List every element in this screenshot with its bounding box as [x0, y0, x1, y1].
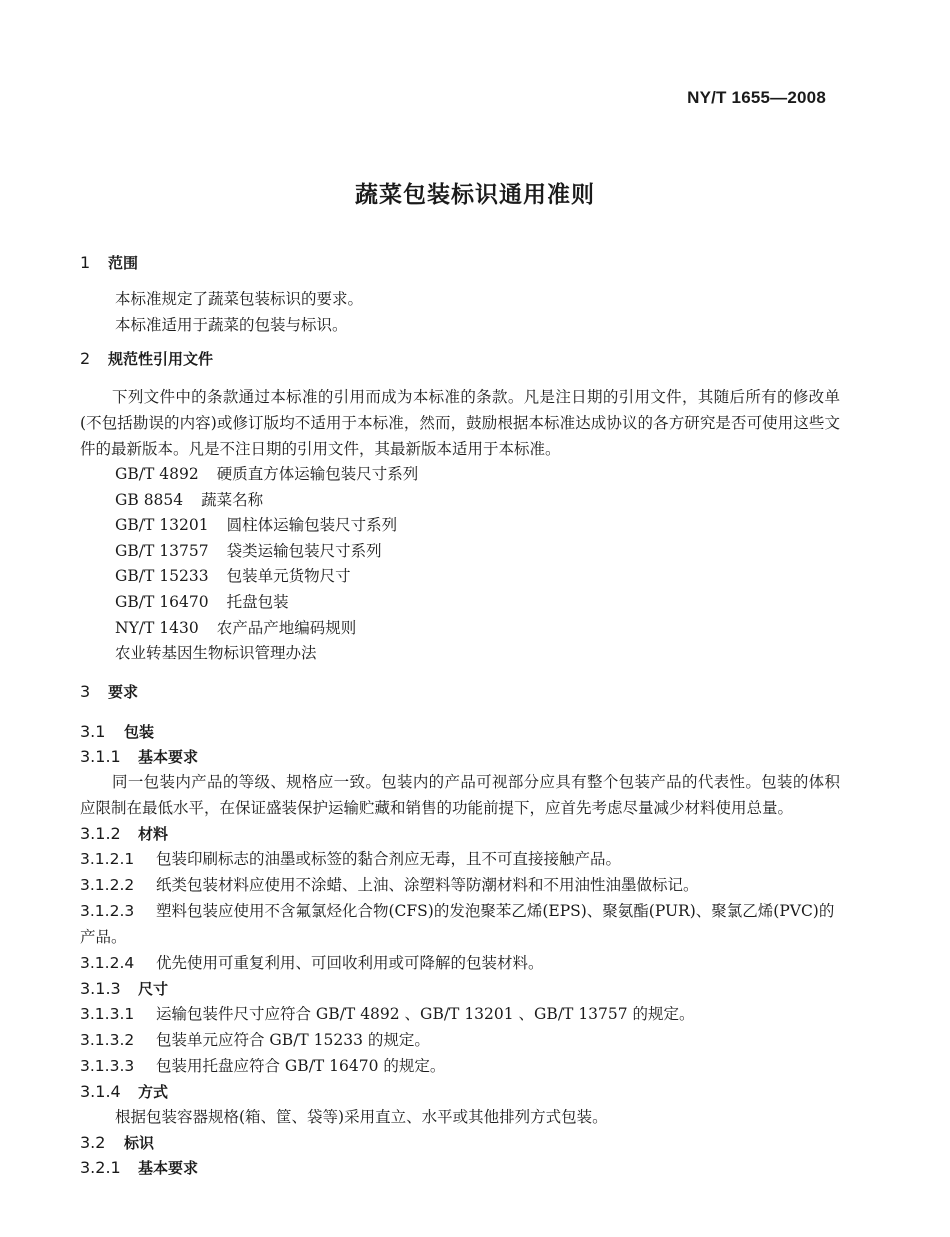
- clause-text: 运输包装件尺寸应符合 GB/T 4892 、GB/T 13201 、GB/T 13757 的规定。: [156, 1004, 695, 1023]
- clause-item: [80, 1027, 840, 1053]
- section-title: 范围: [108, 254, 139, 272]
- clause-number: 3.1.3.3: [80, 1056, 135, 1075]
- scope-line-2: 本标准适用于蔬菜的包装与标识。: [115, 316, 348, 334]
- clause-number: 3.1.2.1: [80, 849, 135, 868]
- reference-name: 农业转基因生物标识管理办法: [115, 644, 317, 663]
- reference-name: 包装单元货物尺寸: [226, 567, 351, 586]
- section-1-heading: [80, 250, 840, 276]
- clause-number: 3.1.3.2: [80, 1030, 135, 1049]
- clause-number: 3.1.3.1: [80, 1004, 135, 1023]
- reference-code: GB/T 13757: [115, 541, 209, 560]
- reference-code: GB/T 4892: [115, 465, 199, 483]
- subsection-title: 基本要求: [138, 747, 199, 766]
- reference-item: [80, 513, 840, 539]
- subsection-title: 基本要求: [138, 1158, 199, 1177]
- section-title: 规范性引用文件: [108, 350, 214, 368]
- subsection-title: 尺寸: [138, 979, 169, 998]
- subsection-number: 3.2: [80, 1132, 106, 1152]
- reference-code: GB/T 16470: [115, 592, 209, 611]
- subsection-title: 方式: [138, 1082, 169, 1101]
- references-intro: 下列文件中的条款通过本标准的引用而成为本标准的条款。凡是注日期的引用文件，其随后所有的修改单(不包括勘误的内容)或修订版均不适用于本标准，然而，鼓励根据本标准达成协议的各方研究是否可使用这些文件的最新版本。凡是不注日期的引用文件，其最新版本适用于本标准。: [80, 388, 840, 458]
- clause-text: 包装单元应符合 GB/T 15233 的规定。: [156, 1030, 430, 1049]
- subsection-number: 3.1: [80, 721, 106, 741]
- clause-item: [80, 1001, 840, 1027]
- basic-requirements-text: 同一包装内产品的等级、规格应一致。包装内的产品可视部分应具有整个包装产品的代表性。包装的体积应限制在最低水平，在保证盛装保护运输贮藏和销售的功能前提下，应首先考虑尽量减少材料使用总量。: [80, 772, 840, 817]
- subsection-3-1-2-heading: [80, 821, 840, 846]
- clause-text: 塑料包装应使用不含氟氯烃化合物(CFS)的发泡聚苯乙烯(EPS)、聚氨酯(PUR)、聚氯乙烯(PVC)的产品。: [80, 901, 835, 946]
- subsection-3-1-1-heading: [80, 744, 840, 769]
- clause-number: 3.1.2.3: [80, 901, 135, 920]
- section-2-heading: [80, 346, 840, 372]
- clause-item: [80, 1053, 840, 1079]
- reference-item: [80, 590, 840, 616]
- subsection-number: 3.1.2: [80, 823, 121, 843]
- subsection-3-1-heading: [80, 719, 840, 744]
- reference-item: [80, 539, 840, 565]
- subsection-3-2-heading: [80, 1130, 840, 1155]
- clause-number: 3.1.2.2: [80, 875, 135, 894]
- section-number: 1: [80, 253, 91, 272]
- clause-text: 优先使用可重复利用、可回收利用或可降解的包装材料。: [156, 953, 544, 972]
- section-number: 2: [80, 349, 91, 368]
- reference-code: GB/T 15233: [115, 567, 209, 586]
- section-number: 3: [80, 681, 91, 701]
- reference-name: 圆柱体运输包装尺寸系列: [226, 516, 398, 535]
- standard-code: NY/T 1655—2008: [687, 88, 826, 107]
- reference-item: [80, 616, 840, 642]
- reference-item: [80, 462, 840, 488]
- reference-name: 托盘包装: [226, 592, 289, 611]
- subsection-3-1-4-heading: [80, 1079, 840, 1104]
- subsection-title: 材料: [138, 824, 169, 843]
- reference-name: 袋类运输包装尺寸系列: [226, 541, 382, 560]
- subsection-number: 3.1.4: [80, 1081, 121, 1101]
- document-body: [80, 250, 840, 1180]
- reference-code: NY/T 1430: [115, 618, 199, 637]
- clause-text: 纸类包装材料应使用不涂蜡、上油、涂塑料等防潮材料和不用油性油墨做标记。: [156, 875, 699, 894]
- packing-method-text: 根据包装容器规格(箱、筐、袋等)采用直立、水平或其他排列方式包装。: [115, 1107, 608, 1126]
- section-3-heading: [80, 679, 840, 705]
- subsection-number: 3.2.1: [80, 1157, 121, 1177]
- subsection-number: 3.1.3: [80, 978, 121, 998]
- subsection-title: 包装: [124, 722, 155, 741]
- reference-item: [80, 488, 840, 514]
- clause-item: [80, 898, 840, 950]
- subsection-title: 标识: [124, 1133, 155, 1152]
- clause-number: 3.1.2.4: [80, 953, 135, 972]
- section-title: 要求: [108, 682, 139, 701]
- clause-item: [80, 846, 840, 872]
- reference-name: 蔬菜名称: [201, 490, 264, 509]
- reference-code: GB 8854: [115, 490, 184, 509]
- subsection-3-1-3-heading: [80, 976, 840, 1001]
- document-title: 蔬菜包装标识通用准则: [355, 182, 595, 208]
- clause-item: [80, 872, 840, 898]
- reference-code: GB/T 13201: [115, 516, 209, 535]
- reference-item: [80, 641, 840, 667]
- clause-text: 包装印刷标志的油墨或标签的黏合剂应无毒，且不可直接接触产品。: [156, 849, 622, 868]
- clause-text: 包装用托盘应符合 GB/T 16470 的规定。: [156, 1056, 446, 1075]
- clause-item: [80, 950, 840, 976]
- scope-line-1: 本标准规定了蔬菜包装标识的要求。: [115, 290, 364, 308]
- subsection-number: 3.1.1: [80, 746, 121, 766]
- subsection-3-2-1-heading: [80, 1155, 840, 1180]
- reference-item: [80, 564, 840, 590]
- reference-name: 硬质直方体运输包装尺寸系列: [216, 465, 419, 483]
- reference-name: 农产品产地编码规则: [216, 618, 357, 637]
